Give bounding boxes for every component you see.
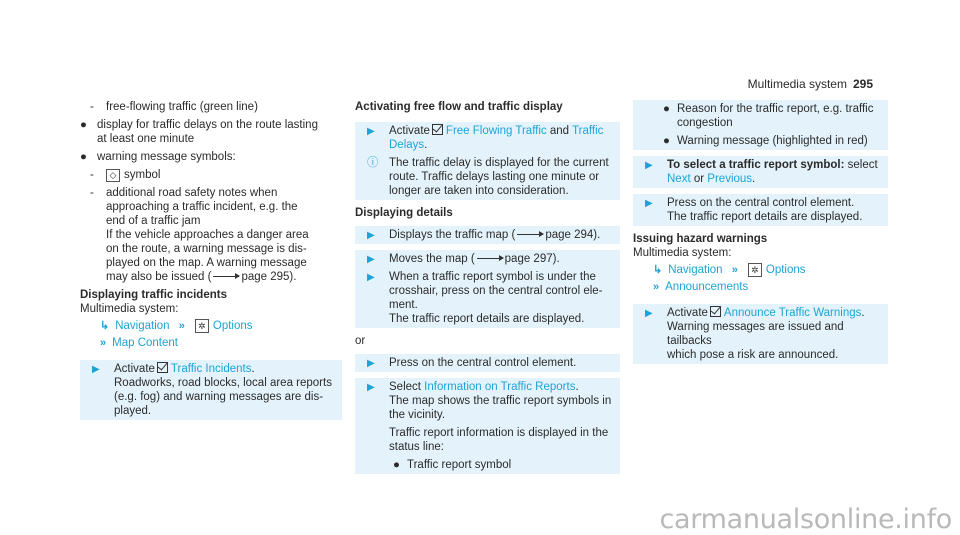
system-label: Multimedia system: [80,303,179,315]
nav-map-content-link[interactable]: Map Content [112,337,178,349]
section-heading: Activating free flow and traffic display [355,101,563,113]
nav-options-link[interactable]: Options [765,264,806,276]
double-chevron-icon: » [653,281,660,293]
info-icon: ⓘ [367,157,379,169]
checkbox-checked-icon[interactable] [157,362,168,373]
nav-path [80,319,342,333]
play-arrow-icon: ▶ [367,230,375,241]
bullet-icon: ● [80,119,87,131]
traffic-delays-link[interactable]: Traffic [572,125,604,137]
announce-traffic-warnings-link[interactable]: Announce Traffic Warnings [723,307,862,319]
page-number: 295 [852,77,873,91]
double-chevron-icon: » [178,320,185,332]
play-arrow-icon: ▶ [367,272,375,283]
status-line-items [633,100,888,150]
nav-announcements-link[interactable]: Announcements [665,281,749,293]
play-arrow-icon: ▶ [645,160,653,171]
column-2 [355,100,620,480]
free-flowing-traffic-link[interactable]: Free Flowing Traffic [445,125,547,137]
play-arrow-icon: ▶ [367,382,375,393]
section-heading: Displaying traffic incidents [80,289,227,301]
nav-navigation-link[interactable]: Navigation [115,320,170,332]
double-chevron-icon: » [100,337,107,349]
step-select-information: ▶ Select Information on Traffic Reports. The map shows the traffic report symbols in the vicinity. Traffic report information is displayed in the status line: ● Traffic report symbol [355,378,620,474]
column-3 [633,100,888,370]
section-heading: Issuing hazard warnings [633,233,768,245]
bullet-item: ● Reason for the traffic report, e.g. traffic congestion [663,103,874,129]
play-arrow-icon: ▶ [367,254,375,265]
return-arrow-icon: ↳ [653,264,663,276]
play-arrow-icon: ▶ [92,364,100,375]
warning-symbol-icon: ◇ [106,169,120,182]
system-label: Multimedia system: [633,247,732,259]
page-reference-icon [213,276,239,277]
return-arrow-icon: ↳ [100,320,110,332]
step-select-report-symbol: ▶ To select a traffic report symbol: select Next or Previous. [633,156,888,188]
page-reference-icon [477,258,503,259]
or-label: or [355,335,366,347]
dash-item: - additional road safety notes when approaching a traffic incident, e.g. the end of a traffic jam If the vehicle approaches a danger area on the route, a warning message is dis- played on the map. A warning message may also be issued ( page 295). [90,187,309,283]
gear-icon: ✲ [748,263,762,277]
play-arrow-icon: ▶ [645,198,653,209]
traffic-incidents-link[interactable]: Traffic Incidents [170,363,252,375]
nav-path [633,263,888,277]
bullet-item: ● warning message symbols: [80,151,236,163]
information-on-traffic-reports-link[interactable]: Information on Traffic Reports [424,381,576,393]
nav-path-continued [633,280,888,294]
previous-link[interactable]: Previous [707,173,753,185]
double-chevron-icon: » [731,264,738,276]
bullet-icon: ● [663,135,670,147]
play-arrow-icon: ▶ [645,308,653,319]
bullet-icon: ● [80,151,87,163]
step-press-control: ▶ Press on the central control element. [355,354,620,372]
bullet-item: ● Warning message (highlighted in red) [663,135,868,147]
gear-icon: ✲ [195,319,209,333]
step-activate-warnings: ▶ Activate Announce Traffic Warnings. Warning messages are issued and tailbacks which pose a risk are announced. [633,304,888,364]
watermark: carmanualsonline.info [659,504,952,535]
page-header [748,77,873,91]
step-select-symbol: ▶ When a traffic report symbol is under the crosshair, press on the central control ele- ment. The traffic report details are displayed. [355,268,620,328]
step-press-control: ▶ Press on the central control element. The traffic report details are displayed. [633,194,888,226]
bullet-item: ● Traffic report symbol [389,458,616,472]
info-note: ⓘ The traffic delay is displayed for the current route. Traffic delays lasting one minute or longer are taken into consideration. [355,154,620,200]
step-activate-traffic-incidents: ▶ Activate Traffic Incidents. Roadworks, road blocks, local area reports (e.g. fog) and warning messages are dis- played. [80,360,342,420]
next-link[interactable]: Next [667,173,691,185]
checkbox-checked-icon[interactable] [710,306,721,317]
nav-navigation-link[interactable]: Navigation [668,264,723,276]
bullet-item: ● display for traffic delays on the route lasting at least one minute [80,119,318,145]
step-move-map: ▶ Moves the map ( page 297). [355,250,620,268]
play-arrow-icon: ▶ [367,358,375,369]
nav-options-link[interactable]: Options [212,320,253,332]
checkbox-checked-icon[interactable] [432,124,443,135]
play-arrow-icon: ▶ [367,126,375,137]
header-title: Multimedia system [747,77,847,91]
step-display-map: ▶ Displays the traffic map ( page 294). [355,226,620,244]
page-reference-icon [517,234,543,235]
step-activate-free-flow: ▶ Activate Free Flowing Traffic and Traffic Delays. [355,122,620,154]
column-1 [80,100,342,426]
bullet-icon: ● [663,103,670,115]
section-heading: Displaying details [355,207,453,219]
dash-item: - free-flowing traffic (green line) [90,101,258,113]
bullet-icon: ● [393,459,400,471]
dash-item: - ◇ symbol [90,169,161,181]
nav-path-continued [80,336,342,350]
